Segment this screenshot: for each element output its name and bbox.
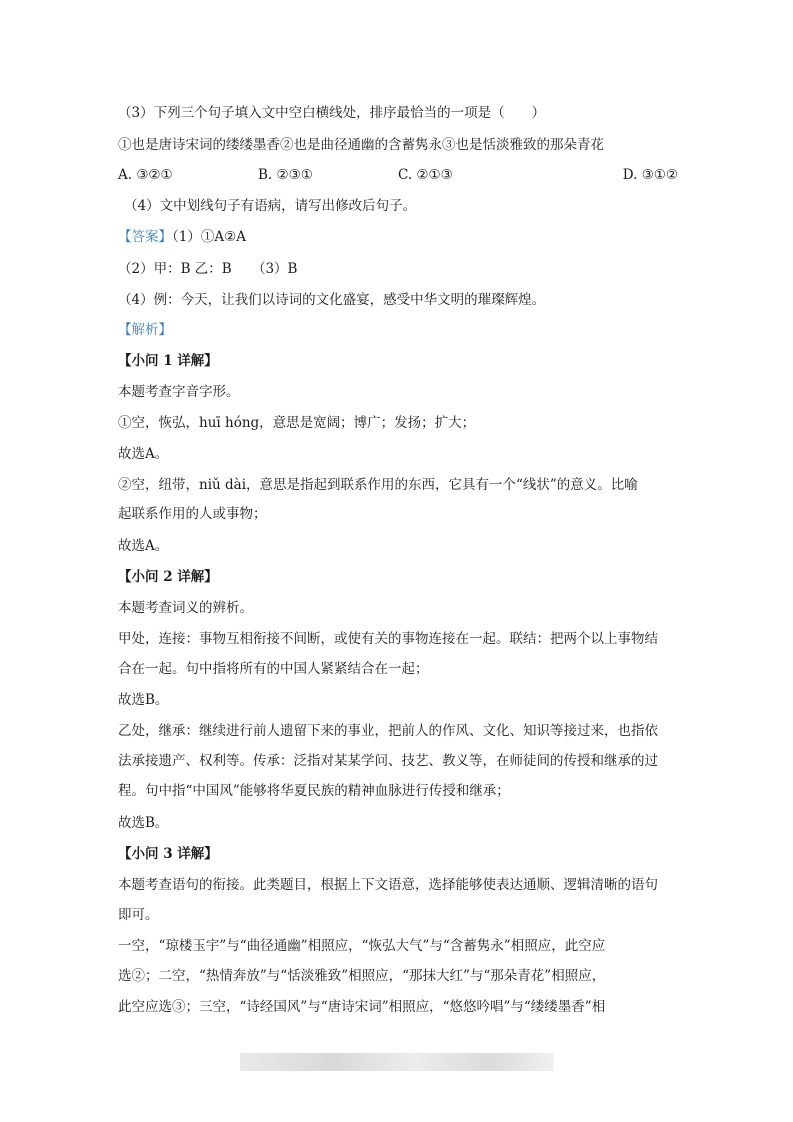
- section-2-heading: 【小问 2 详解】: [118, 569, 218, 585]
- blurred-watermark: [240, 1053, 554, 1071]
- s2-paragraph: 故选B。: [118, 692, 169, 708]
- s1-paragraph: 本题考查字音字形。: [118, 384, 240, 400]
- option-d: D. ③①②: [622, 167, 678, 183]
- option-c: C. ②①③: [398, 167, 453, 183]
- s1-paragraph: ①空，恢弘，huī hóng，意思是宽阔；博广；发扬；扩大；: [118, 415, 476, 431]
- s2-paragraph: 法承接遗产、权利等。传承：泛指对某某学问、技艺、教义等，在师徒间的传授和继承的过: [118, 753, 658, 769]
- s2-paragraph: 甲处，连接：事物互相衔接不间断，或使有关的事物连接在一起。联结：把两个以上事物结: [118, 631, 658, 647]
- s2-paragraph: 合在一起。句中指将所有的中国人紧紧结合在一起；: [118, 661, 429, 677]
- s1-paragraph: 起联系作用的人或事物；: [118, 506, 267, 522]
- answer-line-1: [118, 228, 246, 246]
- analysis-tag: 【解析】: [118, 322, 172, 338]
- s2-paragraph: 乙处，继承：继续进行前人遗留下来的事业，把前人的作风、文化、知识等接过来，也指依: [118, 723, 658, 739]
- s1-paragraph: 故选A。: [118, 446, 169, 462]
- answer-line-3: （4）例：今天，让我们以诗词的文化盛宴，感受中华文明的璀璨辉煌。: [118, 292, 546, 308]
- s1-paragraph: 故选A。: [118, 538, 169, 554]
- s3-paragraph: 即可。: [118, 907, 159, 923]
- s1-paragraph: ②空，纽带，niǔ dài，意思是指起到联系作用的东西，它具有一个“线状”的意义。比喻: [118, 477, 638, 493]
- q3-options: [118, 166, 678, 184]
- q4-stem: （4）文中划线句子有语病，请写出修改后句子。: [124, 198, 417, 214]
- section-1-heading: 【小问 1 详解】: [118, 353, 218, 369]
- q3-sentences: ①也是唐诗宋词的缕缕墨香②也是曲径通幽的含蓄隽永③也是恬淡雅致的那朵青花: [118, 137, 604, 153]
- s3-paragraph: 一空，“琼楼玉宇”与“曲径通幽”相照应，“恢弘大气”与“含蓄隽永”相照应，此空应: [118, 938, 606, 954]
- s2-paragraph: 本题考查词义的辨析。: [118, 600, 253, 616]
- s3-paragraph: 选②；二空，“热情奔放”与“恬淡雅致”相照应，“那抹大红”与“那朵青花”相照应，: [118, 968, 606, 984]
- q3-stem: （3）下列三个句子填入文中空白横线处，排序最恰当的一项是（ ）: [118, 105, 546, 121]
- s2-paragraph: 故选B。: [118, 815, 169, 831]
- answer-tag: 【答案】: [118, 229, 172, 245]
- answer-line-2: （2）甲：B 乙：B （3）B: [118, 261, 298, 277]
- s2-paragraph: 程。句中指“中国风”能够将华夏民族的精神血脉进行传授和继承；: [118, 783, 510, 799]
- s3-paragraph: 本题考查语句的衔接。此类题目，根据上下文语意，选择能够使表达通顺、逻辑清晰的语句: [118, 877, 658, 893]
- answer-text-1: （1）①A②A: [172, 229, 246, 245]
- section-3-heading: 【小问 3 详解】: [118, 846, 218, 862]
- s3-paragraph: 此空应选③；三空，“诗经国风”与“唐诗宋词”相照应，“悠悠吟唱”与“缕缕墨香”相: [118, 999, 606, 1015]
- option-b: B. ②③①: [258, 167, 313, 183]
- option-a: A. ③②①: [118, 167, 173, 183]
